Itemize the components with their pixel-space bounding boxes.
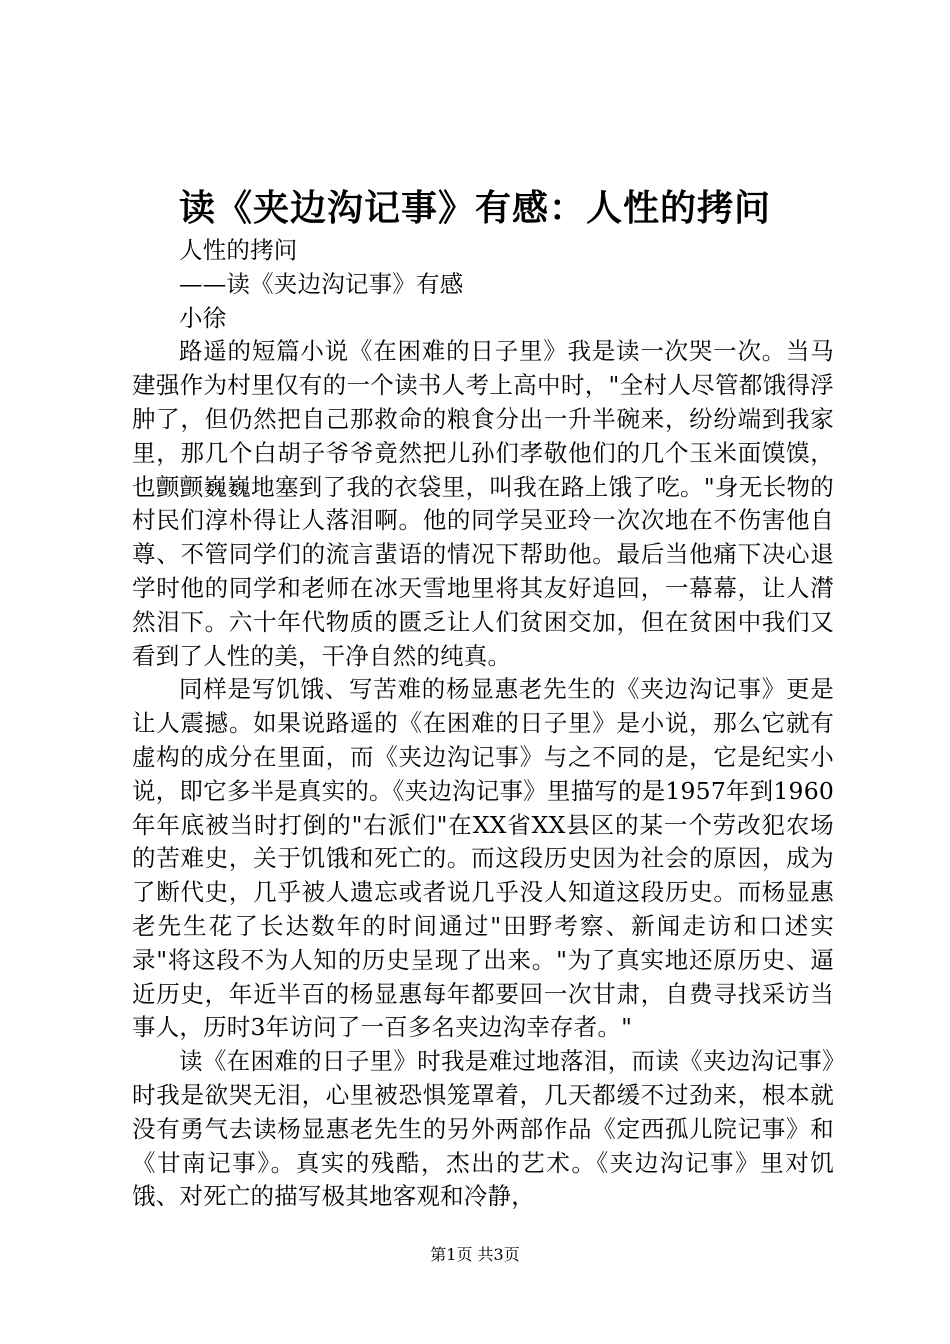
subtitle: 人性的拷问 [179, 236, 298, 264]
document-body [132, 234, 834, 1214]
subheading: ——读《夹边沟记事》有感 [179, 269, 464, 298]
author: 小徐 [179, 303, 227, 332]
paragraph-1: 路遥的短篇小说《在困难的日子里》我是读一次哭一次。当马建强作为村里仅有的一个读书人考上高中时，"全村人尽管都饿得浮肿了，但仍然把自己那救命的粮食分出一升半碗来，纷纷端到我家里，那几个白胡子爷爷竟然把儿孙们孝敬他们的几个玉米面馍馍，也颤颤巍巍地塞到了我的衣袋里，叫我在路上饿了吃。"身无长物的村民们淳朴得让人落泪啊。他的同学吴亚玲一次次地在不伤害他自尊、不管同学们的流言蜚语的情况下帮助他。最后当他痛下决心退学时他的同学和老师在冰天雪地里将其友好追回，一幕幕，让人潸然泪下。六十年代物质的匮乏让人们贫困交加，但在贫困中我们又看到了人性的美，干净自然的纯真。 [132, 337, 834, 670]
document-title: 读《夹边沟记事》有感：人性的拷问 [178, 188, 771, 229]
paragraph-3: 读《在困难的日子里》时我是难过地落泪，而读《夹边沟记事》时我是欲哭无泪，心里被恐惧笼罩着，几天都缓不过劲来，根本就没有勇气去读杨显惠老先生的另外两部作品《定西孤儿院记事》和《甘南记事》。真实的残酷，杰出的艺术。《夹边沟记事》里对饥饿、对死亡的描写极其地客观和冷静， [132, 1047, 834, 1211]
paragraph-2: 同样是写饥饿、写苦难的杨显惠老先生的《夹边沟记事》更是让人震撼。如果说路遥的《在困难的日子里》是小说，那么它就有虚构的成分在里面，而《夹边沟记事》与之不同的是，它是纪实小说，即它多半是真实的。《夹边沟记事》里描写的是1957年到1960年年底被当时打倒的"右派们"在XX省XX县区的某一个劳改犯农场的苦难史，关于饥饿和死亡的。而这段历史因为社会的原因，成为了断代史，几乎被人遗忘或者说几乎没人知道这段历史。而杨显惠老先生花了长达数年的时间通过"田野考察、新闻走访和口述实录"将这段不为人知的历史呈现了出来。"为了真实地还原历史、逼近历史，年近半百的杨显惠每年都要回一次甘肃，自费寻找采访当事人，历时3年访问了一百多名夹边沟幸存者。" [132, 675, 834, 1042]
page-footer: 第1页 共3页 [430, 1245, 520, 1264]
